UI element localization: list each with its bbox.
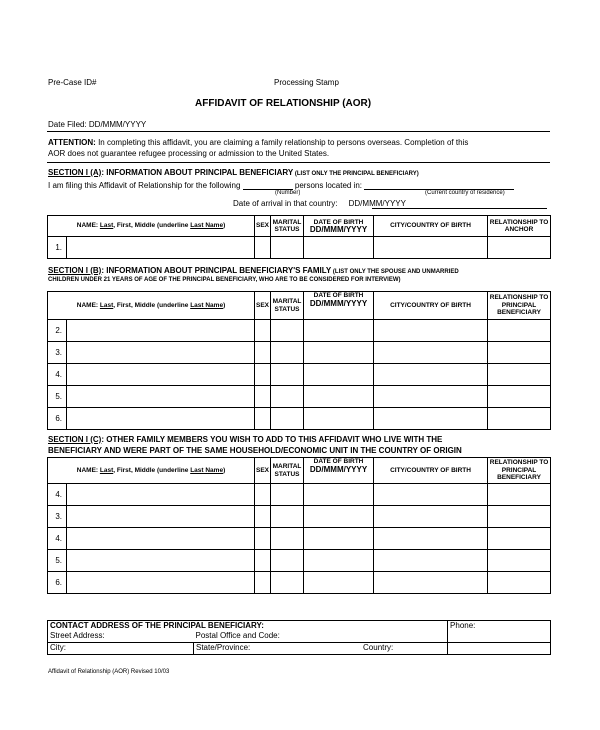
section-b-label: SECTION I (B)	[48, 266, 102, 275]
marital-cell[interactable]	[271, 572, 304, 594]
name-cell[interactable]	[67, 386, 255, 408]
relationship-cell[interactable]	[488, 550, 551, 572]
name-cell[interactable]	[67, 237, 255, 259]
section-b-note: (LIST ONLY THE SPOUSE AND UNMARRIED	[331, 269, 459, 275]
sex-cell[interactable]	[255, 364, 271, 386]
arrival-format[interactable]: DD/MMM/YYYY	[348, 199, 406, 208]
dob-cell[interactable]	[304, 386, 374, 408]
contact-heading: CONTACT ADDRESS OF THE PRINCIPAL BENEFICIARY:	[48, 621, 448, 632]
row-number: 4.	[48, 528, 67, 550]
arrival-label: Date of arrival in that country:	[233, 199, 338, 208]
city-country-cell[interactable]	[374, 550, 488, 572]
table-row	[48, 320, 551, 342]
contact-address-table	[47, 620, 551, 655]
relationship-cell[interactable]	[488, 342, 551, 364]
table-row	[48, 342, 551, 364]
col-marital-header: MARITAL STATUS	[271, 216, 304, 237]
section-a-label: SECTION I (A)	[48, 168, 102, 177]
row-number: 6.	[48, 408, 67, 430]
sex-cell[interactable]	[255, 320, 271, 342]
table-beneficiary-family	[47, 291, 551, 430]
arrival-date-row	[233, 199, 406, 208]
marital-cell[interactable]	[271, 364, 304, 386]
country-caption: (Current country of residence)	[425, 190, 505, 196]
sex-cell[interactable]	[255, 572, 271, 594]
marital-cell[interactable]	[271, 237, 304, 259]
col-city-country-header: CITY/COUNTRY OF BIRTH	[374, 458, 488, 484]
name-cell[interactable]	[67, 408, 255, 430]
city-country-cell[interactable]	[374, 364, 488, 386]
row-number: 1.	[48, 237, 67, 259]
col-dob-header: DATE OF BIRTH DD/MMM/YYYY	[304, 292, 374, 320]
row-number: 6.	[48, 572, 67, 594]
col-relationship-header: RELATIONSHIP TO ANCHOR	[488, 216, 551, 237]
filing-prefix: I am filing this Affidavit of Relationship for the following	[48, 181, 241, 190]
relationship-cell[interactable]	[488, 408, 551, 430]
col-marital-header: MARITAL STATUS	[271, 292, 304, 320]
name-cell[interactable]	[67, 320, 255, 342]
city-country-cell[interactable]	[374, 320, 488, 342]
city-country-cell[interactable]	[374, 237, 488, 259]
phone-field[interactable]: Phone:	[448, 621, 551, 643]
col-city-country-header: CITY/COUNTRY OF BIRTH	[374, 216, 488, 237]
filing-statement	[48, 180, 514, 190]
table-principal-beneficiary	[47, 215, 551, 259]
table-other-family	[47, 457, 551, 594]
dob-cell[interactable]	[304, 342, 374, 364]
marital-cell[interactable]	[271, 342, 304, 364]
city-country-cell[interactable]	[374, 386, 488, 408]
marital-cell[interactable]	[271, 408, 304, 430]
relationship-cell[interactable]	[488, 484, 551, 506]
col-sex-header: SEX	[255, 292, 271, 320]
relationship-cell[interactable]	[488, 237, 551, 259]
section-b-heading	[48, 266, 459, 275]
pre-case-id-label: Pre-Case ID#	[48, 78, 97, 87]
col-dob-header: DATE OF BIRTH DD/MMM/YYYY	[304, 458, 374, 484]
relationship-cell[interactable]	[488, 320, 551, 342]
col-city-country-header: CITY/COUNTRY OF BIRTH	[374, 292, 488, 320]
row-number: 2.	[48, 320, 67, 342]
relationship-cell[interactable]	[488, 364, 551, 386]
dob-cell[interactable]	[304, 528, 374, 550]
table-row	[48, 237, 551, 259]
city-field[interactable]: City:	[48, 642, 194, 654]
attention-notice	[48, 138, 553, 147]
section-a-title: : INFORMATION ABOUT PRINCIPAL BENEFICIARY	[101, 168, 294, 177]
col-name-header: NAME: Last, First, Middle (underline Last Name)	[48, 216, 255, 237]
number-caption: (Number)	[275, 190, 301, 196]
marital-cell[interactable]	[271, 484, 304, 506]
table-row	[48, 408, 551, 430]
row-number: 5.	[48, 550, 67, 572]
col-dob-header: DATE OF BIRTH DD/MMM/YYYY	[304, 216, 374, 237]
state-province-field[interactable]: State/Province:	[194, 642, 448, 654]
sex-cell[interactable]	[255, 408, 271, 430]
postal-code-field[interactable]: Postal Office and Code:	[308, 631, 448, 642]
filing-middle: persons located in:	[294, 181, 363, 190]
attention-divider	[47, 162, 550, 163]
col-name-header: NAME: Last, First, Middle (underline Last Name)	[48, 458, 255, 484]
name-cell[interactable]	[67, 572, 255, 594]
section-c-label: SECTION I (C)	[48, 435, 102, 444]
name-cell[interactable]	[67, 484, 255, 506]
marital-cell[interactable]	[271, 528, 304, 550]
relationship-cell[interactable]	[488, 506, 551, 528]
section-a-heading	[48, 168, 419, 177]
dob-cell[interactable]	[304, 364, 374, 386]
section-c-title: : OTHER FAMILY MEMBERS YOU WISH TO ADD TO THIS AFFIDAVIT WHO LIVE WITH THE	[101, 435, 443, 444]
sex-cell[interactable]	[255, 386, 271, 408]
row-number: 3.	[48, 506, 67, 528]
name-cell[interactable]	[67, 342, 255, 364]
city-country-cell[interactable]	[374, 506, 488, 528]
table-row	[48, 506, 551, 528]
dob-cell[interactable]	[304, 237, 374, 259]
col-relationship-header: RELATIONSHIP TO PRINCIPAL BENEFICIARY	[488, 292, 551, 320]
col-marital-header: MARITAL STATUS	[271, 458, 304, 484]
dob-cell[interactable]	[304, 550, 374, 572]
page-title: AFFIDAVIT OF RELATIONSHIP (AOR)	[195, 98, 372, 109]
footer-revision: Affidavit of Relationship (AOR) Revised 10/03	[48, 669, 170, 675]
table-row	[48, 528, 551, 550]
sex-cell[interactable]	[255, 550, 271, 572]
row-number: 4.	[48, 484, 67, 506]
marital-cell[interactable]	[271, 320, 304, 342]
header-divider	[47, 131, 550, 132]
sex-cell[interactable]	[255, 528, 271, 550]
dob-cell[interactable]	[304, 408, 374, 430]
col-name-header: NAME: Last, First, Middle (underline Last Name)	[48, 292, 255, 320]
name-cell[interactable]	[67, 528, 255, 550]
date-filed-label: Date Filed: DD/MMM/YYYY	[48, 120, 147, 129]
city-country-cell[interactable]	[374, 572, 488, 594]
name-cell[interactable]	[67, 550, 255, 572]
table-row	[48, 550, 551, 572]
street-address-field[interactable]: Street Address:	[48, 631, 308, 642]
col-relationship-header: RELATIONSHIP TO PRINCIPAL BENEFICIARY	[488, 458, 551, 484]
section-a-note: (LIST ONLY THE PRINCIPAL BENEFICIARY)	[293, 171, 419, 177]
city-country-cell[interactable]	[374, 342, 488, 364]
attention-label: ATTENTION:	[48, 138, 96, 147]
marital-cell[interactable]	[271, 386, 304, 408]
table-row	[48, 484, 551, 506]
sex-cell[interactable]	[255, 237, 271, 259]
name-cell[interactable]	[67, 364, 255, 386]
row-number: 5.	[48, 386, 67, 408]
section-c-title-line2: BENEFICIARY AND WERE PART OF THE SAME HOUSEHOLD/ECONOMIC UNIT IN THE COUNTRY OF ORIGIN	[48, 446, 462, 455]
city-country-cell[interactable]	[374, 484, 488, 506]
attention-text-line2: AOR does not guarantee refugee processing or admission to the United States.	[48, 149, 330, 158]
relationship-cell[interactable]	[488, 528, 551, 550]
table-row	[48, 572, 551, 594]
sex-cell[interactable]	[255, 484, 271, 506]
relationship-cell[interactable]	[488, 386, 551, 408]
number-of-persons-field[interactable]	[243, 180, 293, 190]
name-cell[interactable]	[67, 506, 255, 528]
attention-text-line1: In completing this affidavit, you are claiming a family relationship to persons overseas. Completion of this	[95, 138, 469, 147]
sex-cell[interactable]	[255, 506, 271, 528]
table-row	[48, 386, 551, 408]
row-number: 4.	[48, 364, 67, 386]
section-b-title: : INFORMATION ABOUT PRINCIPAL BENEFICIARY'S FAMILY	[101, 266, 332, 275]
dob-cell[interactable]	[304, 572, 374, 594]
processing-stamp-label: Processing Stamp	[274, 78, 339, 87]
col-sex-header: SEX	[255, 216, 271, 237]
marital-cell[interactable]	[271, 506, 304, 528]
section-b-note-line2: CHILDREN UNDER 21 YEARS OF AGE OF THE PRINCIPAL BENEFICIARY, WHO ARE TO BE CONSIDERED FOR INTERVIEW)	[48, 277, 401, 283]
col-sex-header: SEX	[255, 458, 271, 484]
section-c-heading	[48, 435, 442, 444]
relationship-cell[interactable]	[488, 572, 551, 594]
city-country-cell[interactable]	[374, 528, 488, 550]
dob-cell[interactable]	[304, 484, 374, 506]
country-field[interactable]: Country:	[448, 642, 551, 654]
arrival-underline	[372, 208, 547, 209]
country-of-residence-field[interactable]	[364, 180, 514, 190]
city-country-cell[interactable]	[374, 408, 488, 430]
dob-cell[interactable]	[304, 320, 374, 342]
sex-cell[interactable]	[255, 342, 271, 364]
dob-cell[interactable]	[304, 506, 374, 528]
marital-cell[interactable]	[271, 550, 304, 572]
table-row	[48, 364, 551, 386]
row-number: 3.	[48, 342, 67, 364]
